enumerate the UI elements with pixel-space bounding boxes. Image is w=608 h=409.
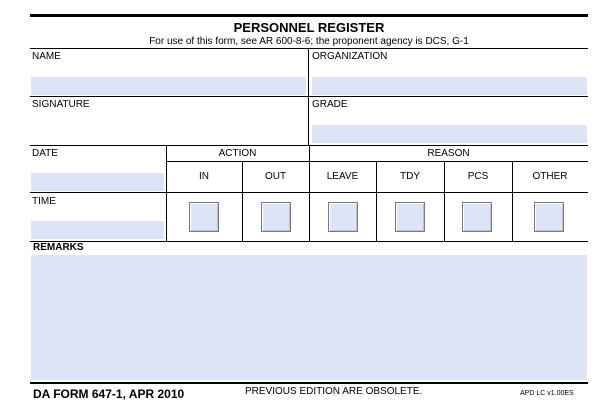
pcs-checkbox[interactable] [462,202,492,232]
time-field[interactable] [31,221,164,239]
out-label: OUT [264,171,287,182]
time-label: TIME [32,196,56,207]
row-rule-5 [30,241,588,242]
action-header: ACTION [218,148,257,159]
version-label: APD LC v1.00ES [520,390,574,397]
name-field[interactable] [31,77,306,95]
form-title: PERSONNEL REGISTER [233,20,385,35]
reason-header: REASON [427,148,470,159]
date-field[interactable] [31,173,164,191]
grade-label: GRADE [312,99,348,110]
other-checkbox[interactable] [534,202,564,232]
tdy-label: TDY [400,171,420,182]
date-label: DATE [32,148,58,159]
row-rule-2 [30,96,588,97]
edition-note: PREVIOUS EDITION ARE OBSOLETE. [245,386,423,397]
other-label: OTHER [532,171,568,182]
leave-checkbox[interactable] [328,202,358,232]
out-checkbox[interactable] [261,202,291,232]
bottom-rule [30,382,588,384]
form-number: DA FORM 647-1, APR 2010 [33,387,185,401]
form-subtitle: For use of this form, see AR 600-8-6; the proponent agency is DCS, G-1 [149,36,469,47]
remarks-field[interactable] [31,255,587,380]
remarks-label: REMARKS [33,242,84,253]
organization-field[interactable] [312,77,587,95]
leave-label: LEAVE [326,171,359,182]
name-label: NAME [32,51,61,62]
pcs-label: PCS [467,171,489,182]
in-checkbox[interactable] [189,202,219,232]
top-rule [30,14,588,17]
tdy-checkbox[interactable] [395,202,425,232]
grade-field[interactable] [312,125,587,143]
signature-label: SIGNATURE [32,99,90,110]
in-label: IN [199,171,209,182]
row-rule-1 [30,48,588,49]
col-rule-org [308,48,309,145]
organization-label: ORGANIZATION [312,51,388,62]
header-rule [166,161,588,162]
